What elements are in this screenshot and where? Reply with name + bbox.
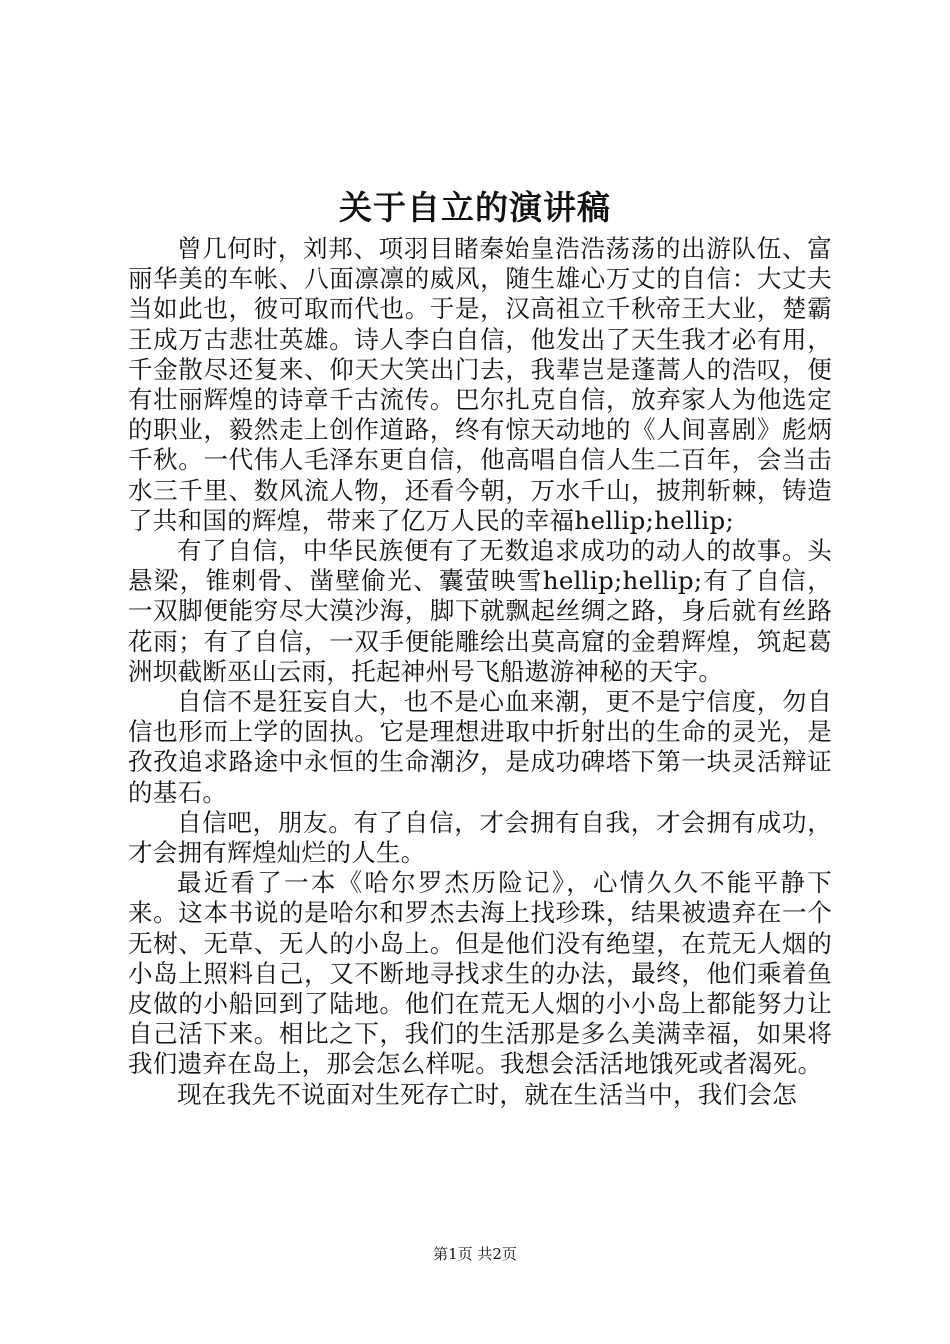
page-footer: 第1页 共2页 bbox=[433, 1245, 517, 1263]
paragraph: 自信吧，朋友。有了自信，才会拥有自我，才会拥有成功，才会拥有辉煌灿烂的人生。 bbox=[128, 807, 832, 868]
paragraph: 有了自信，中华民族便有了无数追求成功的动人的故事。头悬梁，锥刺骨、凿壁偷光、囊萤映雪hellip;hellip;有了自信，一双脚便能穷尽大漠沙海，脚下就飘起丝绸之路，身后就有丝路花雨；有了自信，一双手便能雕绘出莫高窟的金碧辉煌，筑起葛洲坝截断巫山云雨，托起神州号飞船遨游神秘的天宇。 bbox=[128, 536, 832, 686]
document-body bbox=[128, 234, 832, 1110]
paragraph: 现在我先不说面对生死存亡时，就在生活当中，我们会怎 bbox=[177, 1079, 797, 1109]
paragraph: 最近看了一本《哈尔罗杰历险记》，心情久久不能平静下来。这本书说的是哈尔和罗杰去海上找珍珠，结果被遗弃在一个无树、无草、无人的小岛上。但是他们没有绝望，在荒无人烟的小岛上照料自己，又不断地寻找求生的办法，最终，他们乘着鱼皮做的小船回到了陆地。他们在荒无人烟的小小岛上都能努力让自己活下来。相比之下，我们的生活那是多么美满幸福，如果将我们遗弃在岛上，那会怎么样呢。我想会活活地饿死或者渴死。 bbox=[128, 868, 832, 1079]
paragraph: 曾几何时，刘邦、项羽目睹秦始皇浩浩荡荡的出游队伍、富丽华美的车帐、八面凛凛的威风，随生雄心万丈的自信：大丈夫当如此也，彼可取而代也。于是，汉高祖立千秋帝王大业，楚霸王成万古悲壮英雄。诗人李白自信，他发出了天生我才必有用，千金散尽还复来、仰天大笑出门去，我辈岂是蓬蒿人的浩叹，便有壮丽辉煌的诗章千古流传。巴尔扎克自信，放弃家人为他选定的职业，毅然走上创作道路，终有惊天动地的《人间喜剧》彪炳千秋。一代伟人毛泽东更自信，他高唱自信人生二百年，会当击水三千里、数风流人物，还看今朝，万水千山，披荆斩棘，铸造了共和国的辉煌，带来了亿万人民的幸福hellip;hellip; bbox=[128, 234, 832, 535]
document-title: 关于自立的演讲稿 bbox=[339, 188, 611, 227]
paragraph: 自信不是狂妄自大，也不是心血来潮，更不是宁信度，勿自信也形而上学的固执。它是理想进取中折射出的生命的灵光，是孜孜追求路途中永恒的生命潮汐，是成功碑塔下第一块灵活辩证的基石。 bbox=[128, 687, 832, 807]
